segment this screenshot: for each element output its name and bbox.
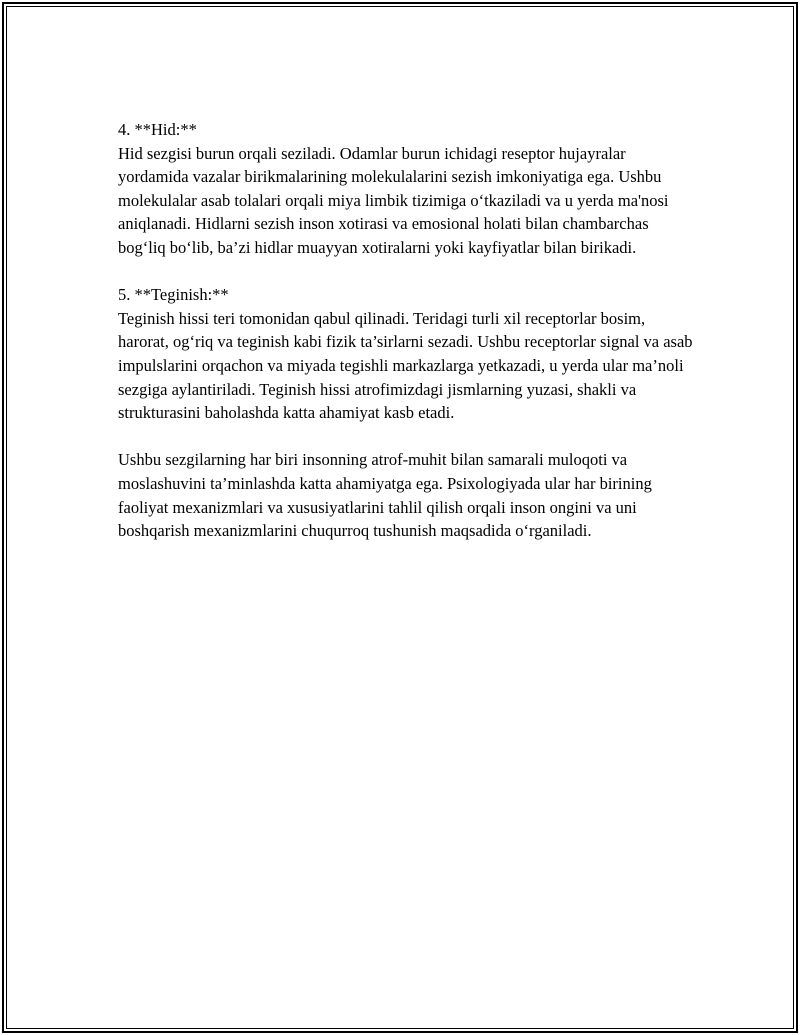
section-touch <box>118 283 698 425</box>
section-text-smell: Hid sezgisi burun orqali seziladi. Odamlar burun ichidagi reseptor hujayralar yordamida vazalar birikmalarining molekulalarini sezish imkoniyatiga ega. Ushbu molekulalar asab tolalari orqali miya limbik tizimiga o‘tkaziladi va u yerda ma'nosi aniqlanadi. Hidlarni sezish inson xotirasi va emosional holati bilan chambarchas bog‘liq bo‘lib, ba’zi hidlar muayyan xotiralarni yoki kayfiyatlar bilan birikadi. <box>118 143 669 257</box>
section-text-touch: Teginish hissi teri tomonidan qabul qilinadi. Teridagi turli xil receptorlar bosim, harorat, og‘riq va teginish kabi fizik ta’sirlarni sezadi. Ushbu receptorlar signal va asab impulslarini orqachon va miyada tegishli markazlarga yetkazadi, u yerda ular ma’noli sezgiga aylantiriladi. Teginish hissi atrofimizdagi jismlarning yuzasi, shakli va strukturasini baholashda katta ahamiyat kasb etadi. <box>118 308 693 423</box>
conclusion-block <box>118 448 698 542</box>
document-body <box>118 118 698 566</box>
section-heading-smell: 4. **Hid:** <box>118 120 197 139</box>
conclusion-text: Ushbu sezgilarning har biri insonning atrof-muhit bilan samarali muloqoti va moslashuvini ta’minlashda katta ahamiyatga ega. Psixologiyada ular har birining faoliyat mexanizmlari va xususiyatlarini tahlil qilish orqali inson ongini va uni boshqarish mexanizmlarini chuqurroq tushunish maqsadida o‘rganiladi. <box>118 450 652 541</box>
section-smell <box>118 118 698 260</box>
section-heading-touch: 5. **Teginish:** <box>118 285 229 305</box>
